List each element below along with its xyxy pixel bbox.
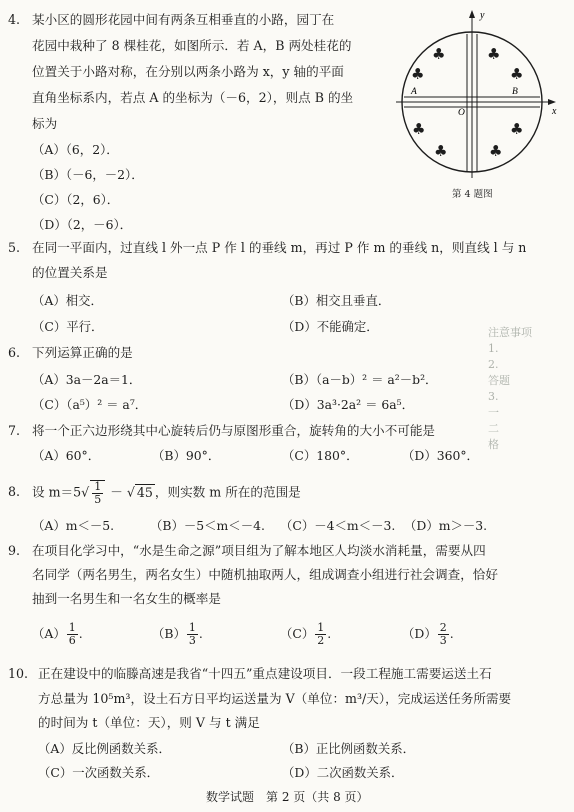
q8-stem-pre: 设 m＝5 — [32, 484, 82, 500]
q7-option-c: （C）180°． — [282, 448, 359, 463]
q10-option-d: （D）二次函数关系． — [282, 765, 404, 780]
bleed-line-6: 一 — [488, 406, 499, 419]
q8-option-b: （B）－5＜m＜－4. — [150, 518, 265, 533]
q9-option-c-num: 1 — [317, 621, 325, 634]
tree-4-icon: ♣ — [510, 120, 524, 138]
q9-option-d: （D） $\frac{2}{3}$ . — [402, 621, 454, 647]
q4-option-a: （A）（6，2）． — [32, 142, 119, 157]
bleed-line-4: 答题 — [488, 374, 510, 387]
tree-2-icon: ♣ — [487, 45, 501, 63]
q8-stem — [32, 480, 301, 506]
q10-line-2: 方总量为 10⁵m³，设土石方日平均运送量为 V（单位：m³/天），完成运送任务所需要 — [38, 691, 512, 706]
bleed-line-7: 二 — [488, 422, 499, 435]
q10-line-3: 的时间为 t（单位：天），则 V 与 t 满足 — [38, 715, 260, 730]
tree-6-icon: ♣ — [489, 142, 503, 160]
q9-option-c-den: 2 — [317, 634, 325, 647]
q9-option-a-den: 6 — [68, 634, 76, 647]
q9-line-3: 抽到一名男生和一名女生的概率是 — [32, 591, 221, 606]
q9-option-d-den: 3 — [439, 634, 447, 647]
q9-number: 9. — [8, 543, 21, 558]
tree-a-icon: ♣ — [411, 65, 425, 83]
q9-option-c-label: （C） — [280, 626, 315, 641]
q4-figure-caption: 第 4 题图 — [452, 189, 493, 200]
tree-5-icon: ♣ — [434, 142, 448, 160]
q9-line-1: 在项目化学习中，“水是生命之源”项目组为了解本地区人均淡水消耗量，需要从四 — [32, 543, 486, 558]
q9-option-a-frac — [67, 622, 78, 647]
bleed-line-8: 格 — [488, 438, 499, 451]
q6-number: 6. — [8, 345, 21, 360]
bleed-line-5: 3. — [488, 390, 499, 403]
q9-option-b-label: （B） — [152, 626, 186, 641]
q9-option-d-num: 2 — [439, 621, 447, 634]
q4-figure — [392, 6, 562, 186]
q6-option-a: （A）3a－2a＝1． — [32, 372, 142, 387]
q9-option-b: （B） $\frac{1}{3}$ . — [152, 621, 203, 647]
q6-option-d: （D）3a³·2a² ＝ 6a⁵． — [282, 397, 415, 412]
bleed-line-3: 2. — [488, 358, 499, 371]
q7-number: 7. — [8, 423, 21, 438]
q8-option-d: （D）m＞－3. — [404, 518, 488, 533]
q10-option-b: （B）正比例函数关系． — [282, 741, 416, 756]
q4-line-3: 位置关于小路对称，在分别以两条小路为 x，y 轴的平面 — [32, 64, 344, 79]
q9-line-2: 名同学（两名男生，两名女生）中随机抽取两人，组成调查小组进行社会调查，恰好 — [32, 567, 498, 582]
q9-option-a-num: 1 — [68, 621, 76, 634]
y-axis-label: y — [480, 10, 485, 21]
bleed-line-2: 1. — [488, 342, 499, 355]
q4-option-b: （B）（－6，－2）． — [32, 167, 144, 182]
q10-option-a: （A）反比例函数关系． — [38, 741, 171, 756]
page-footer: 数学试题 第 2 页（共 8 页） — [206, 790, 369, 804]
q8-stem-post: ，则实数 m 所在的范围是 — [154, 484, 301, 500]
q10-option-c: （C）一次函数关系． — [38, 765, 159, 780]
q7-option-a: （A）60°． — [32, 448, 101, 463]
q9-option-a-label: （A） — [32, 626, 66, 641]
q8-number: 8. — [8, 484, 21, 499]
q8-option-a: （A）m＜－5. — [32, 518, 115, 533]
bleed-through-text — [488, 325, 574, 485]
q8-option-c: （C）－4＜m＜－3. — [280, 518, 396, 533]
q10-line-1: 正在建设中的临滕高速是我省“十四五”重点建设项目．一段工程施工需要运送土石 — [38, 666, 492, 681]
tree-3-icon: ♣ — [412, 120, 426, 138]
q5-number: 5. — [8, 240, 21, 255]
q8-frac-num: 1 — [94, 480, 102, 493]
q8-stem-mid: － — [110, 484, 123, 500]
q9-option-c: （C） $\frac{1}{2}$ . — [280, 621, 332, 647]
q7-option-d: （D）360°． — [402, 448, 479, 463]
q4-line-5: 标为 — [32, 116, 58, 131]
q5-option-d: （D）不能确定． — [282, 319, 379, 334]
q9-option-d-frac — [438, 622, 449, 647]
q8-radicand: 45 — [136, 484, 153, 500]
q10-number: 10. — [8, 666, 29, 681]
x-axis-label: x — [552, 106, 557, 117]
q9-option-c-frac — [315, 622, 326, 647]
q9-option-b-frac — [187, 622, 198, 647]
q4-line-1: 某小区的圆形花园中间有两条互相垂直的小路，园丁在 — [32, 12, 335, 27]
origin-label: O — [458, 108, 465, 118]
q9-option-d-label: （D） — [402, 626, 437, 641]
q8-frac-den: 5 — [94, 493, 102, 506]
q9-option-b-den: 3 — [188, 634, 196, 647]
q5-line-1: 在同一平面内，过直线 l 外一点 P 作 l 的垂线 m，再过 P 作 m 的垂线 n，则直线 l 与 n — [32, 240, 527, 255]
q5-option-a: （A）相交． — [32, 293, 103, 308]
q4-number: 4. — [8, 12, 21, 27]
point-a-label: A — [411, 87, 417, 97]
tree-1-icon: ♣ — [432, 45, 446, 63]
q7-stem: 将一个正六边形绕其中心旋转后仍与原图形重合，旋转角的大小不可能是 — [32, 423, 435, 438]
q4-line-4: 直角坐标系内，若点 A 的坐标为（－6，2），则点 B 的坐 — [32, 90, 354, 105]
q5-option-b: （B）相交且垂直． — [282, 293, 391, 308]
tree-b-icon: ♣ — [510, 65, 524, 83]
bleed-line-1: 注意事项 — [488, 326, 532, 339]
q8-sqrt-sign-2: √ — [126, 484, 135, 500]
point-b-label: B — [512, 87, 518, 97]
q5-line-2: 的位置关系是 — [32, 265, 108, 280]
q6-stem: 下列运算正确的是 — [32, 345, 133, 360]
q4-option-c: （C）（2，6）． — [32, 192, 120, 207]
q8-fraction — [90, 480, 105, 506]
q4-line-2: 花园中栽种了 8 棵桂花，如图所示．若 A，B 两处桂花的 — [32, 38, 352, 53]
x-axis — [396, 99, 556, 105]
q7-option-b: （B）90°． — [152, 448, 221, 463]
q6-option-c: （C）（a⁵）² ＝ a⁷． — [32, 397, 148, 412]
q6-option-b: （B）（a－b）² ＝ a²－b²． — [282, 372, 438, 387]
y-axis — [469, 10, 475, 178]
q8-sqrt-sign: √ — [81, 484, 90, 500]
q4-option-d: （D）（2，－6）． — [32, 217, 133, 232]
q9-option-b-num: 1 — [188, 621, 196, 634]
q5-option-c: （C）平行． — [32, 319, 104, 334]
q9-option-a: （A） $\frac{1}{6}$ . — [32, 621, 83, 647]
